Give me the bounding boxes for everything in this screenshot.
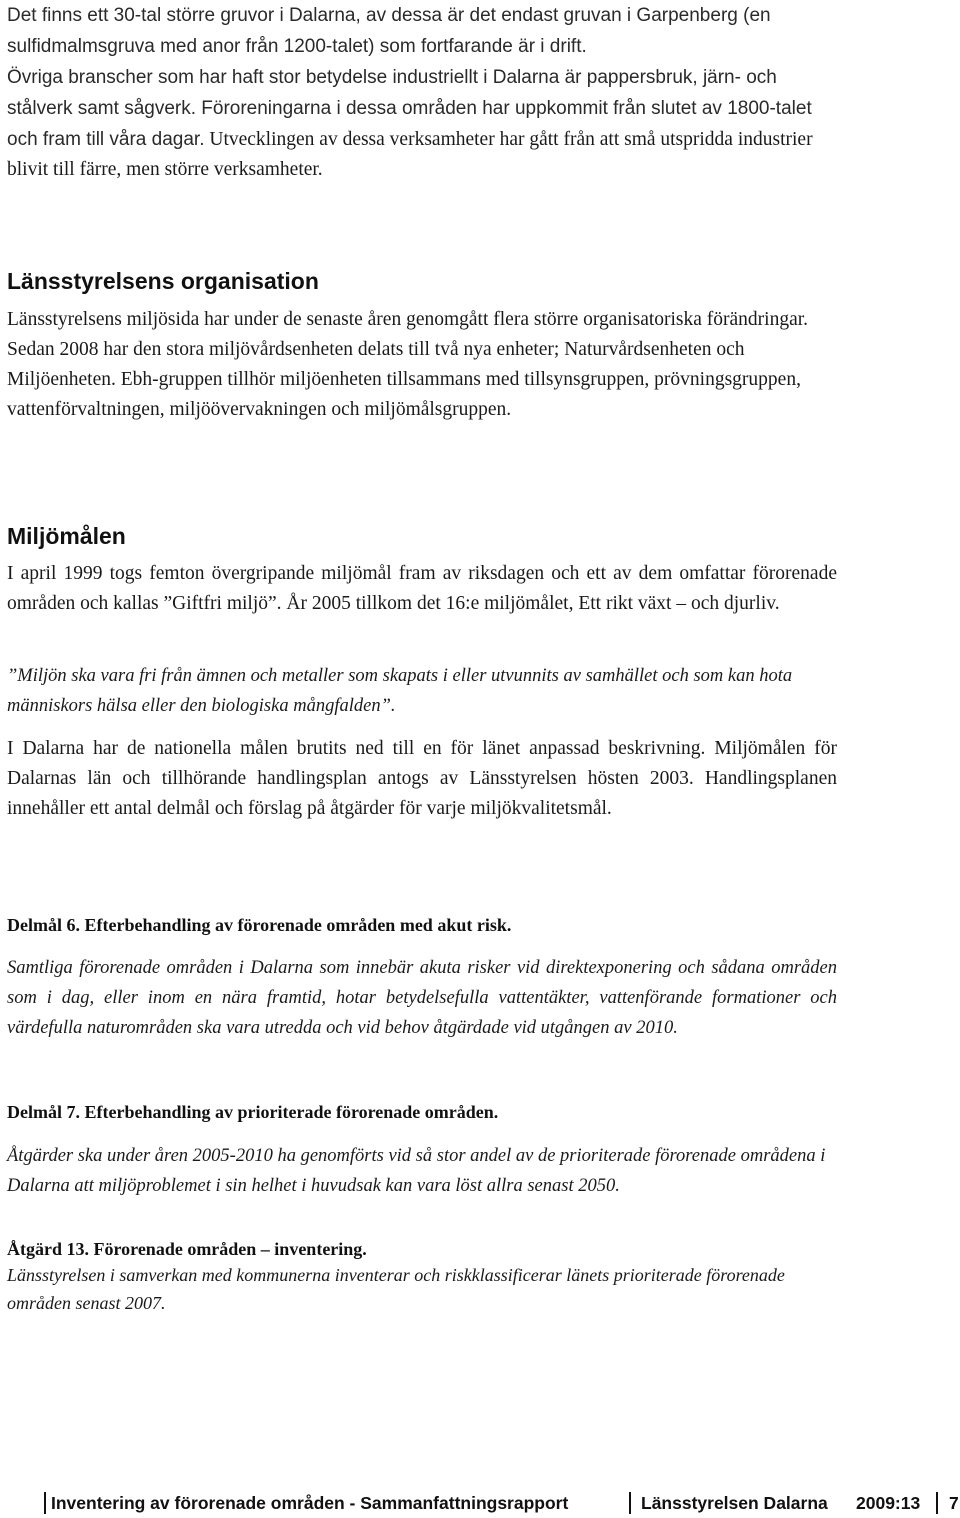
delmal-6-title: Delmål 6. Efterbehandling av förorenade områden med akut risk. bbox=[7, 915, 512, 935]
footer-divider bbox=[936, 1492, 938, 1514]
intro-paragraph-2 bbox=[7, 62, 837, 185]
footer-report-title: Inventering av förorenade områden - Sammanfattningsrapport bbox=[51, 1493, 569, 1513]
footer-report-number: 2009:13 bbox=[856, 1493, 921, 1513]
footer-page-number: 7 bbox=[949, 1493, 959, 1513]
miljomalen-paragraph-2: I Dalarna har de nationella målen brutits ned till en för länet anpassad beskrivning. Miljömålen för Dalarnas län och tillhörande handlingsplan antogs av Länsstyrelsen hösten 2003. Handlingsplanen innehåller ett antal delmål och förslag på åtgärder för varje miljökvalitetsmål. bbox=[7, 738, 837, 819]
footer-divider bbox=[44, 1492, 46, 1514]
intro-paragraph-2-sans: Övriga branscher som har haft stor betydelse industriellt i Dalarna är pappersbruk, järn- och stålverk samt sågverk. Föroreningarna i dessa områden har uppkommit från slutet av 1800-talet och fram till våra dagar. bbox=[7, 67, 812, 150]
miljomalen-paragraph-1: I april 1999 togs femton övergripande miljömål fram av riksdagen och ett av dem omfattar förorenade områden och kallas ”Giftfri miljö”. År 2005 tillkom det 16:e miljömålet, Ett rikt växt – och djurliv. bbox=[7, 563, 837, 614]
delmal-6-text: Samtliga förorenade områden i Dalarna som innebär akuta risker vid direktexponering och sådana områden som i dag, eller inom en nära framtid, hotar betydelsefulla vattentäkter, vattenförande formationer och värdefulla naturområden ska vara utredda och vid behov åtgärdade vid utgången av 2010. bbox=[7, 958, 837, 1038]
atgard-13-title: Åtgärd 13. Förorenade områden – inventering. bbox=[7, 1239, 367, 1259]
atgard-13-text: Länsstyrelsen i samverkan med kommunerna inventerar och riskklassificerar länets prioriterade förorenade områden senast 2007. bbox=[7, 1265, 785, 1313]
delmal-7-title: Delmål 7. Efterbehandling av prioriterade förorenade områden. bbox=[7, 1102, 499, 1122]
heading-organisation: Länsstyrelsens organisation bbox=[7, 268, 319, 294]
page-footer bbox=[0, 1490, 960, 1516]
footer-authority: Länsstyrelsen Dalarna bbox=[641, 1493, 828, 1513]
intro-paragraph-1: Det finns ett 30-tal större gruvor i Dalarna, av dessa är det endast gruvan i Garpenberg (en sulfidmalmsgruva med anor från 1200-talet) som fortfarande är i drift. bbox=[7, 5, 771, 57]
footer-divider bbox=[629, 1492, 631, 1514]
organisation-paragraph: Länsstyrelsens miljösida har under de senaste åren genomgått flera större organisatoriska förändringar. Sedan 2008 har den stora miljövårdsenheten delats till två nya enheter; Naturvårdsenheten och Miljöenheten. Ebh-gruppen tillhör miljöenheten tillsammans med tillsynsgruppen, prövningsgruppen, vattenförvaltningen, miljöövervakningen och miljömålsgruppen. bbox=[7, 309, 809, 420]
intro-paragraph-2-serif: Utvecklingen av dessa verksamheter har gått från att små utspridda industrier blivit till färre, men större verksamheter. bbox=[7, 129, 813, 180]
delmal-7-text: Åtgärder ska under åren 2005-2010 ha genomförts vid så stor andel av de prioriterade förorenade områdena i Dalarna att miljöproblemet i sin helhet i huvudsak kan vara löst allra senast 2050. bbox=[7, 1146, 826, 1196]
heading-miljomalen: Miljömålen bbox=[7, 523, 126, 549]
miljomalen-quote: ”Miljön ska vara fri från ämnen och metaller som skapats i eller utvunnits av samhället och som kan hota människors hälsa eller den biologiska mångfalden”. bbox=[7, 666, 793, 716]
